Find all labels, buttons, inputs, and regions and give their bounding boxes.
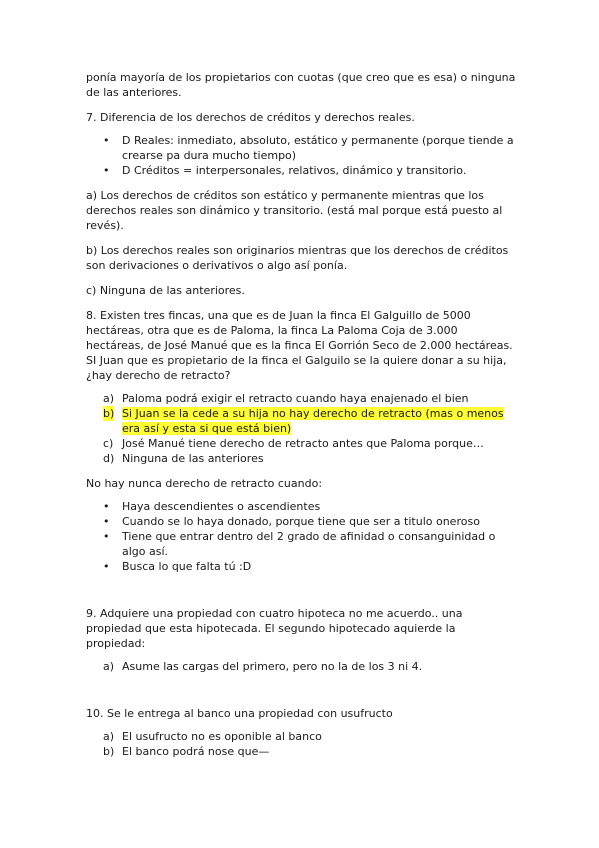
list-item bbox=[86, 744, 516, 759]
q7-option-c: c) Ninguna de las anteriores. bbox=[86, 284, 245, 297]
option-text: El banco podrá nose que— bbox=[122, 745, 270, 758]
bullet-icon: • bbox=[103, 500, 110, 513]
q10-option-list bbox=[86, 729, 516, 759]
option-text: Ninguna de las anteriores bbox=[122, 452, 264, 465]
highlighted-option-text: Si Juan se la cede a su hija no hay derecho de retracto (mas o menos era así y esta si que está bien) bbox=[122, 407, 504, 435]
bullet-icon: • bbox=[103, 134, 110, 147]
q7-title: 7. Diferencia de los derechos de créditos y derechos reales. bbox=[86, 111, 415, 124]
list-item bbox=[86, 406, 516, 436]
list-item bbox=[86, 133, 516, 163]
intro-paragraph: ponía mayoría de los propietarios con cuotas (que creo que es esa) o ninguna de las anteriores. bbox=[86, 71, 516, 99]
option-letter: a) bbox=[103, 392, 115, 405]
bullet-icon: • bbox=[103, 515, 110, 528]
q8-option-list bbox=[86, 391, 516, 466]
option-letter: b) bbox=[103, 407, 115, 420]
q8-title: 8. Existen tres fincas, una que es de Juan la finca El Galguillo de 5000 hectáreas, otra que es de Paloma, la finca La Paloma Coja de 3.000 hectáreas, de José Manué que es la finca El Gorrión Seco de 2.000 hectáreas. SI Juan que es propietario de la finca el Galguilo se la quiere donar a su hija, ¿hay derecho de retracto? bbox=[86, 309, 513, 382]
q10-title: 10. Se le entrega al banco una propiedad con usufructo bbox=[86, 707, 393, 720]
bullet-icon: • bbox=[103, 530, 110, 543]
option-text: José Manué tiene derecho de retracto antes que Paloma porque… bbox=[122, 437, 484, 450]
bullet-text: D Créditos = interpersonales, relativos, dinámico y transitorio. bbox=[122, 164, 467, 177]
bullet-text: Haya descendientes o ascendientes bbox=[122, 500, 321, 513]
list-item bbox=[86, 163, 516, 178]
list-item bbox=[86, 499, 516, 514]
list-item bbox=[86, 559, 516, 574]
bullet-text: Cuando se lo haya donado, porque tiene que ser a titulo oneroso bbox=[122, 515, 480, 528]
retracto-bullet-list bbox=[86, 499, 516, 574]
list-item bbox=[86, 659, 516, 674]
option-text: Asume las cargas del primero, pero no la de los 3 ni 4. bbox=[122, 660, 423, 673]
list-item bbox=[86, 391, 516, 406]
bullet-text: Tiene que entrar dentro del 2 grado de afinidad o consanguinidad o algo así. bbox=[122, 530, 496, 558]
option-letter: a) bbox=[103, 660, 115, 673]
q7-bullet-list bbox=[86, 133, 516, 178]
bullet-icon: • bbox=[103, 560, 110, 573]
bullet-text: Busca lo que falta tú :D bbox=[122, 560, 252, 573]
option-text: El usufructo no es oponible al banco bbox=[122, 730, 322, 743]
list-item bbox=[86, 436, 516, 451]
q9-option-list bbox=[86, 659, 516, 674]
bullet-icon: • bbox=[103, 164, 110, 177]
option-letter: a) bbox=[103, 730, 115, 743]
retracto-title: No hay nunca derecho de retracto cuando: bbox=[86, 477, 323, 490]
q7-option-a: a) Los derechos de créditos son estático y permanente mientras que los derechos reales son dinámico y transitorio. (está mal porque está puesto al revés). bbox=[86, 189, 503, 232]
list-item bbox=[86, 514, 516, 529]
option-letter: c) bbox=[103, 437, 114, 450]
option-letter: d) bbox=[103, 452, 115, 465]
list-item bbox=[86, 529, 516, 559]
option-letter: b) bbox=[103, 745, 115, 758]
document-body bbox=[86, 70, 516, 759]
list-item bbox=[86, 451, 516, 466]
bullet-text: D Reales: inmediato, absoluto, estático y permanente (porque tiende a crearse pa dura mucho tiempo) bbox=[122, 134, 514, 162]
option-text: Paloma podrá exigir el retracto cuando haya enajenado el bien bbox=[122, 392, 469, 405]
list-item bbox=[86, 729, 516, 744]
q9-title: 9. Adquiere una propiedad con cuatro hipoteca no me acuerdo.. una propiedad que esta hipotecada. El segundo hipotecado aquierde la propiedad: bbox=[86, 607, 463, 650]
q7-option-b: b) Los derechos reales son originarios mientras que los derechos de créditos son derivaciones o derivativos o algo así ponía. bbox=[86, 244, 509, 272]
